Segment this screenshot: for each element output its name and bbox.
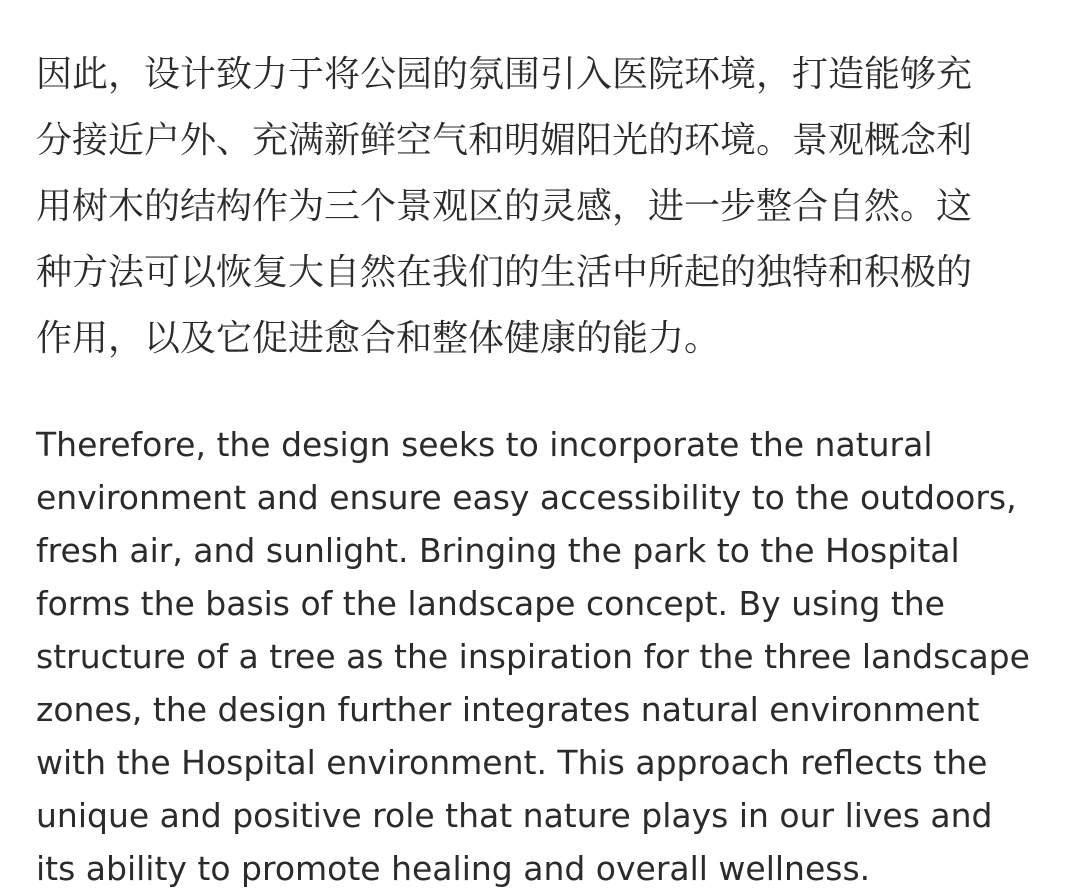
chinese-text-line: 用树木的结构作为三个景观区的灵感，进一步整合自然。这 <box>36 186 973 227</box>
english-text-line: with the Hospital environment. This approach reflects the <box>36 743 988 782</box>
english-paragraph <box>36 418 1030 895</box>
chinese-text-line: 因此，设计致力于将公园的氛围引入医院环境，打造能够充 <box>36 54 973 95</box>
english-text-line: zones, the design further integrates natural environment <box>36 690 980 729</box>
chinese-text-line: 种方法可以恢复大自然在我们的生活中所起的独特和积极的 <box>36 252 973 293</box>
english-text-line: Therefore, the design seeks to incorporate the natural <box>36 425 933 464</box>
chinese-text-line: 分接近户外、充满新鲜空气和明媚阳光的环境。景观概念利 <box>36 120 973 161</box>
english-text-line: fresh air, and sunlight. Bringing the park to the Hospital <box>36 531 960 570</box>
document-page <box>36 0 1066 888</box>
english-text-line: unique and positive role that nature plays in our lives and <box>36 796 993 835</box>
chinese-text-line: 作用，以及它促进愈合和整体健康的能力。 <box>36 318 721 359</box>
english-text-line: structure of a tree as the inspiration for the three landscape <box>36 637 1030 676</box>
english-text-line: forms the basis of the landscape concept. By using the <box>36 584 945 623</box>
english-text-line: environment and ensure easy accessibility to the outdoors, <box>36 478 1017 517</box>
english-text-line: its ability to promote healing and overall wellness. <box>36 849 871 888</box>
chinese-paragraph <box>36 42 1066 372</box>
